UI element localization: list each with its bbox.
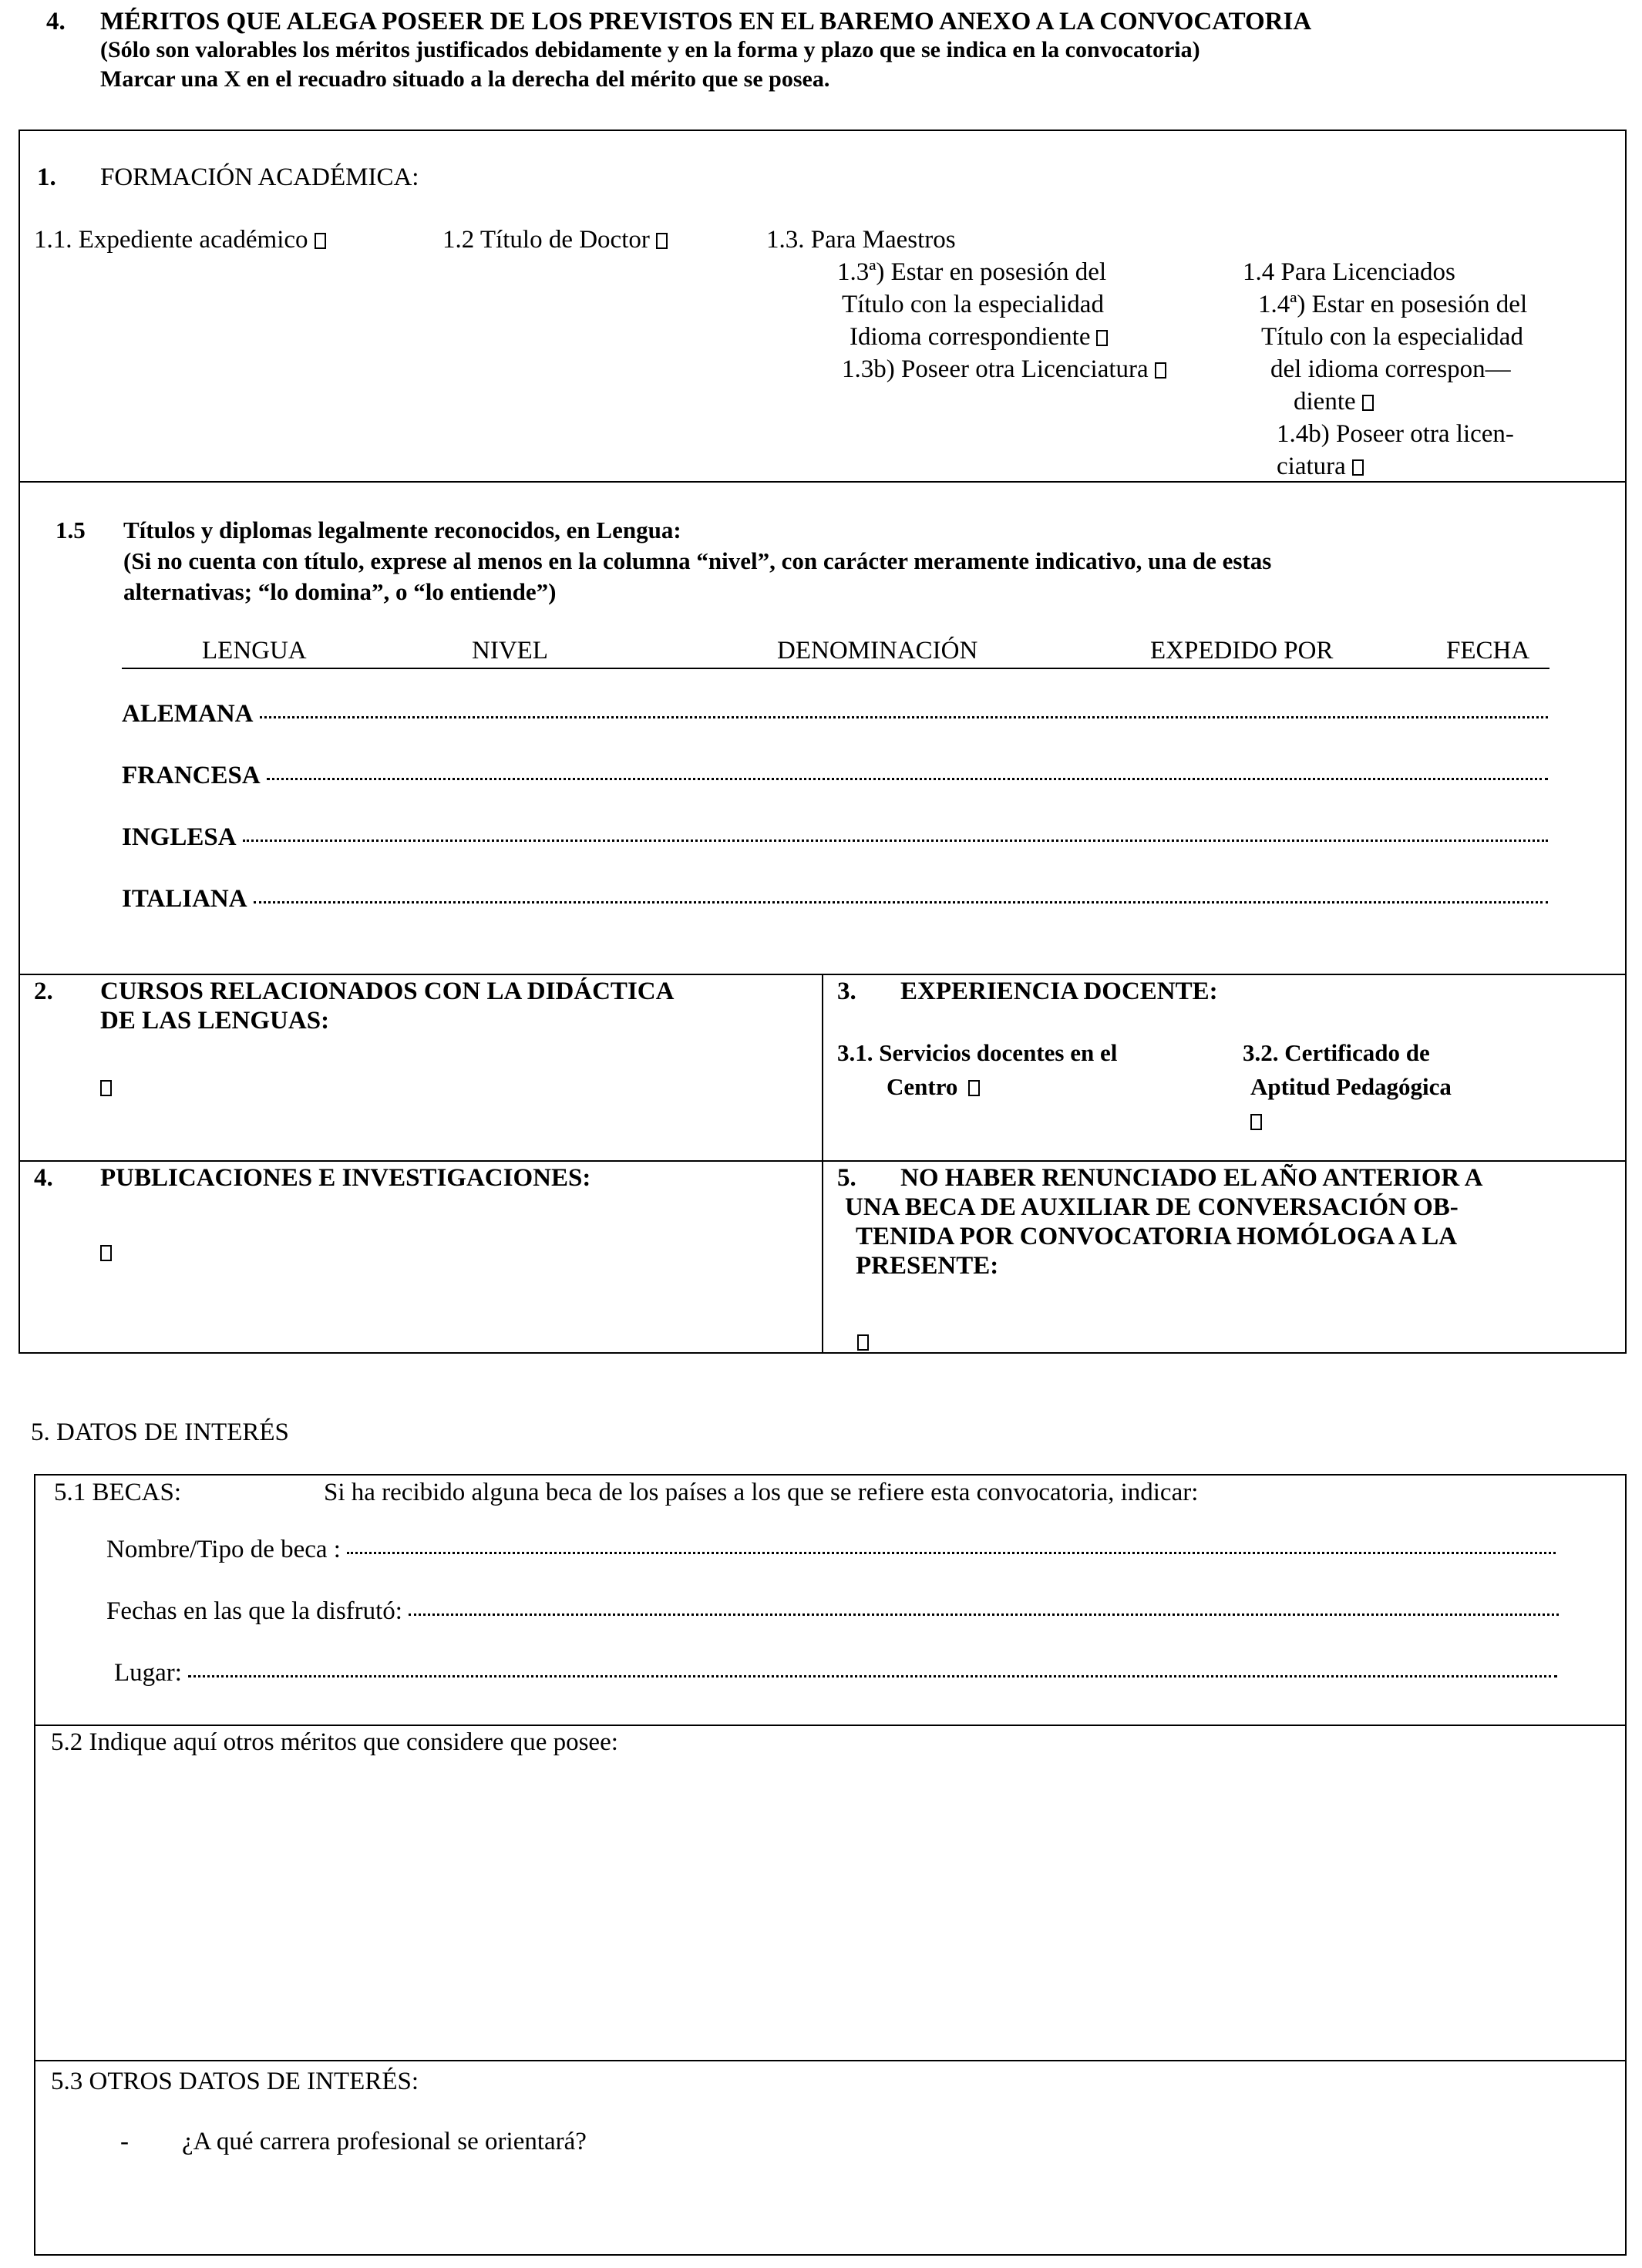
item-maestros-a-line2: Título con la especialidad [842, 291, 1104, 318]
divider [34, 2060, 1627, 2061]
licenciados-especialidad-checkbox[interactable] [1362, 395, 1374, 411]
servicios-docentes [887, 1073, 980, 1101]
column-divider [822, 974, 823, 1354]
renuncia-number: 5. [837, 1164, 856, 1192]
item-licenciados-a-line2: Título con la especialidad [1261, 323, 1523, 351]
bullet: - [120, 2128, 129, 2155]
column-nivel: NIVEL [472, 637, 548, 665]
item-maestros-a-line3: Idioma correspondiente [850, 323, 1091, 351]
language-entry-field[interactable] [267, 778, 1548, 780]
section-number: 4. [46, 8, 66, 35]
divider [19, 481, 1627, 483]
item-doctor-label: 1.2 Título de Doctor [442, 226, 650, 254]
language-label: ITALIANA [122, 885, 247, 913]
renuncia-checkbox-wrap [857, 1327, 869, 1357]
item-licenciados-b-line1: 1.4b) Poseer otra licen- [1277, 420, 1514, 448]
language-row [122, 700, 1548, 729]
renuncia-line4: PRESENTE: [856, 1252, 999, 1280]
item-expediente-label: 1.1. Expediente académico [34, 226, 308, 254]
servicios-docentes-line1: 3.1. Servicios docentes en el [837, 1039, 1118, 1066]
item-licenciados-b-line2: ciatura [1277, 453, 1346, 480]
otros-datos-label: 5.3 OTROS DATOS DE INTERÉS: [51, 2068, 419, 2095]
beca-nombre-label: Nombre/Tipo de beca : [106, 1536, 341, 1563]
item-licenciados-a-line3: del idioma correspon— [1270, 355, 1511, 383]
otros-meritos-field[interactable] [37, 1765, 1623, 2055]
experiencia-number: 3. [837, 978, 856, 1005]
beca-fechas-label: Fechas en las que la disfrutó: [106, 1597, 402, 1625]
licenciados-licenciatura-checkbox[interactable] [1352, 459, 1364, 476]
publicaciones-checkbox[interactable] [100, 1245, 112, 1261]
carrera-answer-field[interactable] [37, 2166, 1623, 2251]
titulos-title: Títulos y diplomas legalmente reconocidos, en Lengua: [123, 517, 681, 543]
cursos-checkbox[interactable] [100, 1080, 112, 1096]
publicaciones-checkbox-wrap [100, 1238, 112, 1267]
cursos-title-line1: CURSOS RELACIONADOS CON LA DIDÁCTICA [100, 978, 675, 1005]
beca-lugar-label: Lugar: [114, 1659, 182, 1687]
item-licenciados-b [1277, 453, 1364, 482]
section-note: (Sólo son valorables los méritos justificados debidamente y en la forma y plazo que se indica en la convocatoria) [100, 37, 1200, 62]
cursos-checkbox-wrap [100, 1073, 112, 1102]
carrera-question: ¿A qué carrera profesional se orientará? [182, 2128, 587, 2155]
beca-fechas-field[interactable] [409, 1614, 1559, 1616]
doctor-checkbox[interactable] [656, 233, 668, 249]
formacion-number: 1. [37, 163, 56, 191]
beca-lugar-field[interactable] [188, 1675, 1557, 1677]
column-denominacion: DENOMINACIÓN [777, 637, 978, 665]
item-maestros-b [842, 355, 1166, 385]
renuncia-line1: NO HABER RENUNCIADO EL AÑO ANTERIOR A [900, 1164, 1483, 1192]
item-maestros-b-label: 1.3b) Poseer otra Licenciatura [842, 355, 1149, 383]
certificado-checkbox-wrap [1250, 1107, 1262, 1136]
otros-meritos-label: 5.2 Indique aquí otros méritos que considere que posee: [51, 1728, 618, 1756]
cursos-title-line2: DE LAS LENGUAS: [100, 1007, 330, 1035]
language-row [122, 823, 1548, 853]
titulos-number: 1.5 [56, 517, 86, 543]
certificado-checkbox[interactable] [1250, 1114, 1262, 1130]
divider [34, 1725, 1627, 1726]
publicaciones-title: PUBLICACIONES E INVESTIGACIONES: [100, 1164, 591, 1192]
maestros-especialidad-checkbox[interactable] [1096, 330, 1108, 346]
language-label: ALEMANA [122, 700, 254, 728]
renuncia-checkbox[interactable] [857, 1334, 869, 1351]
publicaciones-number: 4. [34, 1164, 53, 1192]
becas-instructions: Si ha recibido alguna beca de los países a los que se refiere esta convocatoria, indicar: [324, 1479, 1199, 1506]
renuncia-line3: TENIDA POR CONVOCATORIA HOMÓLOGA A LA [856, 1223, 1458, 1250]
cursos-number: 2. [34, 978, 53, 1005]
renuncia-line2: UNA BECA DE AUXILIAR DE CONVERSACIÓN OB- [845, 1193, 1459, 1221]
language-entry-field[interactable] [254, 901, 1548, 903]
item-doctor [442, 226, 668, 255]
servicios-docentes-checkbox[interactable] [968, 1080, 980, 1096]
item-maestros-a-line1: 1.3ª) Estar en posesión del [837, 258, 1107, 286]
titulos-note-line1: (Si no cuenta con título, exprese al menos en la columna “nivel”, con carácter meramente indicativo, una de estas [123, 547, 1272, 574]
column-expedido-por: EXPEDIDO POR [1150, 637, 1334, 665]
formacion-title: FORMACIÓN ACADÉMICA: [100, 163, 419, 191]
beca-nombre-row [106, 1536, 1556, 1565]
datos-heading: 5. DATOS DE INTERÉS [31, 1418, 289, 1446]
language-row [122, 762, 1548, 791]
item-maestros: 1.3. Para Maestros [766, 226, 956, 254]
beca-lugar-row [114, 1659, 1557, 1688]
beca-fechas-row [106, 1597, 1559, 1627]
titulos-note-line2: alternativas; “lo domina”, o “lo entiende”) [123, 578, 557, 605]
maestros-licenciatura-checkbox[interactable] [1155, 362, 1166, 379]
language-label: FRANCESA [122, 762, 261, 789]
column-fecha: FECHA [1446, 637, 1530, 665]
item-maestros-a [850, 323, 1108, 352]
certificado-line2: Aptitud Pedagógica [1250, 1073, 1452, 1100]
servicios-docentes-line2: Centro [887, 1073, 958, 1100]
section-title: MÉRITOS QUE ALEGA POSEER DE LOS PREVISTOS EN EL BAREMO ANEXO A LA CONVOCATORIA [100, 8, 1312, 35]
item-licenciados-a [1294, 388, 1374, 417]
beca-nombre-field[interactable] [347, 1552, 1556, 1554]
language-entry-field[interactable] [260, 716, 1549, 718]
item-licenciados-a-line1: 1.4ª) Estar en posesión del [1258, 291, 1528, 318]
header-underline [122, 668, 1549, 669]
expediente-checkbox[interactable] [315, 233, 326, 249]
item-expediente [34, 226, 326, 255]
experiencia-title: EXPERIENCIA DOCENTE: [900, 978, 1218, 1005]
language-row [122, 885, 1548, 914]
section-instruction: Marcar una X en el recuadro situado a la derecha del mérito que se posea. [100, 66, 830, 92]
item-licenciados: 1.4 Para Licenciados [1243, 258, 1455, 286]
column-lengua: LENGUA [202, 637, 307, 665]
language-entry-field[interactable] [243, 840, 1548, 842]
item-licenciados-a-line4: diente [1294, 388, 1356, 416]
language-label: INGLESA [122, 823, 237, 851]
certificado-line1: 3.2. Certificado de [1243, 1039, 1430, 1066]
becas-label: 5.1 BECAS: [54, 1479, 182, 1506]
